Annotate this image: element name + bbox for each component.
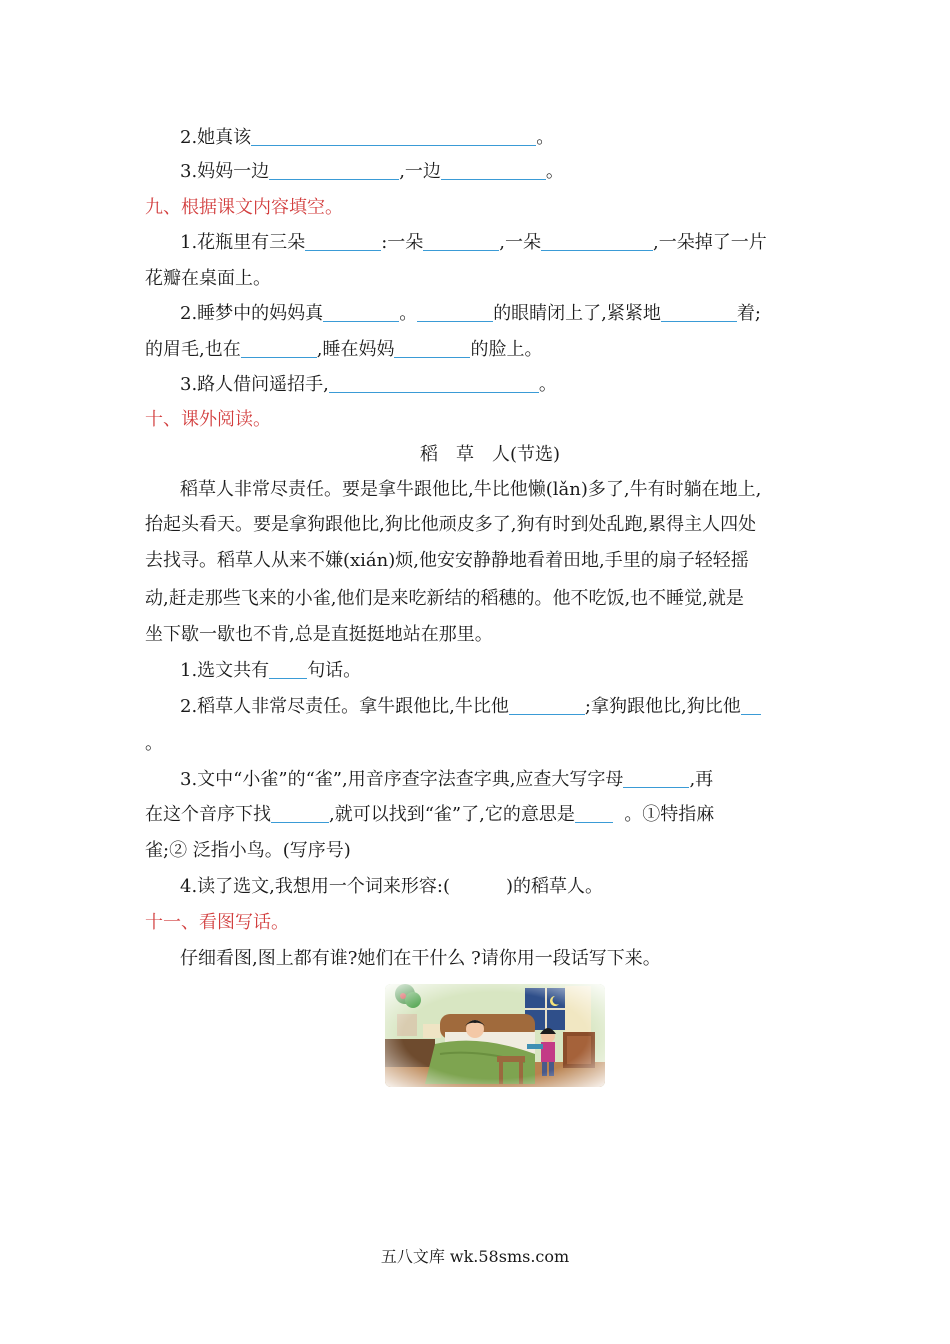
text: 着; <box>736 303 761 324</box>
passage-line: 去找寻。稻草人从来不嫌(xián)烦,他安安静静地看着田地,手里的扇子轻轻摇 <box>145 550 749 571</box>
sec10-q3-line3: 雀;② 泛指小鸟。(写序号) <box>145 840 351 861</box>
answer-blank[interactable] <box>251 127 536 146</box>
answer-blank[interactable] <box>329 374 539 393</box>
sec9-item1-line2: 花瓣在桌面上。 <box>145 268 271 289</box>
sec10-q2-line1 <box>180 694 761 720</box>
answer-blank[interactable] <box>423 232 499 251</box>
text: ;拿狗跟他比,狗比他 <box>584 696 741 717</box>
text: 1.选文共有 <box>180 660 270 681</box>
answer-blank[interactable] <box>541 232 653 251</box>
section-9-heading: 九、根据课文内容填空。 <box>145 197 343 218</box>
answer-blank[interactable] <box>241 339 317 358</box>
passage-line: 动,赶走那些飞来的小雀,他们是来吃新结的稻穗的。他不吃饭,也不睡觉,就是 <box>145 588 744 609</box>
answer-blank[interactable] <box>509 696 585 715</box>
mother-sleeping-illustration <box>385 984 605 1087</box>
answer-blank[interactable] <box>269 161 399 180</box>
bedroom-illustration <box>385 984 605 1087</box>
text: ,再 <box>689 769 714 790</box>
q8-item3 <box>180 159 564 185</box>
q8-item3-mid: ,一边 <box>399 161 441 182</box>
text: 句话。 <box>307 660 362 681</box>
text: 。 <box>399 303 418 324</box>
text: ,睡在妈妈 <box>316 339 395 360</box>
text: 2.稻草人非常尽责任。拿牛跟他比,牛比他 <box>180 696 509 717</box>
text: ,一朵 <box>499 232 541 253</box>
text: 。 <box>538 374 557 395</box>
sec9-item2-line2 <box>145 337 542 363</box>
answer-blank[interactable] <box>394 339 470 358</box>
text: 1.花瓶里有三朵 <box>180 232 306 253</box>
text: 在这个音序下找 <box>145 804 271 825</box>
answer-blank[interactable] <box>741 696 761 715</box>
text: 的眉毛,也在 <box>145 339 241 360</box>
answer-blank[interactable] <box>441 161 546 180</box>
text: 3.路人借问遥招手, <box>180 374 329 395</box>
answer-blank[interactable] <box>323 303 399 322</box>
sec10-q3-line2 <box>145 802 714 828</box>
q8-item3-text: 3.妈妈一边 <box>180 161 270 182</box>
text: :一朵 <box>381 232 424 253</box>
section-11-heading: 十一、看图写话。 <box>145 912 289 933</box>
answer-blank[interactable] <box>623 769 689 788</box>
section-10-heading: 十、课外阅读。 <box>145 409 271 430</box>
passage-line: 稻草人非常尽责任。要是拿牛跟他比,牛比他懒(lǎn)多了,牛有时躺在地上, <box>180 479 762 500</box>
sec10-q3-line1 <box>180 767 713 793</box>
sec9-item1-line1 <box>180 230 767 256</box>
passage-line: 抬起头看天。要是拿狗跟他比,狗比他顽皮多了,狗有时到处乱跑,累得主人四处 <box>145 514 757 535</box>
text: 。①特指麻 <box>624 804 715 825</box>
q8-item2-text: 2.她真该 <box>180 127 252 148</box>
sec9-item3 <box>180 372 557 398</box>
footer-watermark: 五八文库 wk.58sms.com <box>380 1247 570 1266</box>
text: 的脸上。 <box>470 339 543 360</box>
answer-blank[interactable] <box>271 804 329 823</box>
text: 的眼睛闭上了,紧紧地 <box>493 303 661 324</box>
q8-item3-end: 。 <box>545 161 564 182</box>
sec10-q1 <box>180 658 361 684</box>
answer-blank[interactable] <box>661 303 737 322</box>
text: ,就可以找到“雀”了,它的意思是 <box>329 804 575 825</box>
sec9-item2-line1 <box>180 301 761 327</box>
answer-blank[interactable] <box>417 303 493 322</box>
passage-title: 稻 草 人(节选) <box>420 444 561 465</box>
q8-item2 <box>180 125 554 151</box>
q8-item2-end: 。 <box>536 127 555 148</box>
text: )的稻草人。 <box>505 876 604 897</box>
answer-blank[interactable] <box>305 232 381 251</box>
writing-prompt: 仔细看图,图上都有谁?她们在干什么 ?请你用一段话写下来。 <box>180 948 661 969</box>
answer-blank[interactable] <box>269 660 307 679</box>
text: 3.文中“小雀”的“雀”,用音序查字法查字典,应查大写字母 <box>180 769 624 790</box>
text: 2.睡梦中的妈妈真 <box>180 303 324 324</box>
text: ,一朵掉了一片 <box>653 232 767 253</box>
text: 4.读了选文,我想用一个词来形容:( <box>180 876 450 897</box>
sec10-q2-line2: 。 <box>145 733 163 754</box>
sec10-q4 <box>180 874 603 900</box>
passage-line: 坐下歇一歇也不肯,总是直挺挺地站在那里。 <box>145 624 493 645</box>
answer-blank[interactable] <box>575 804 613 823</box>
